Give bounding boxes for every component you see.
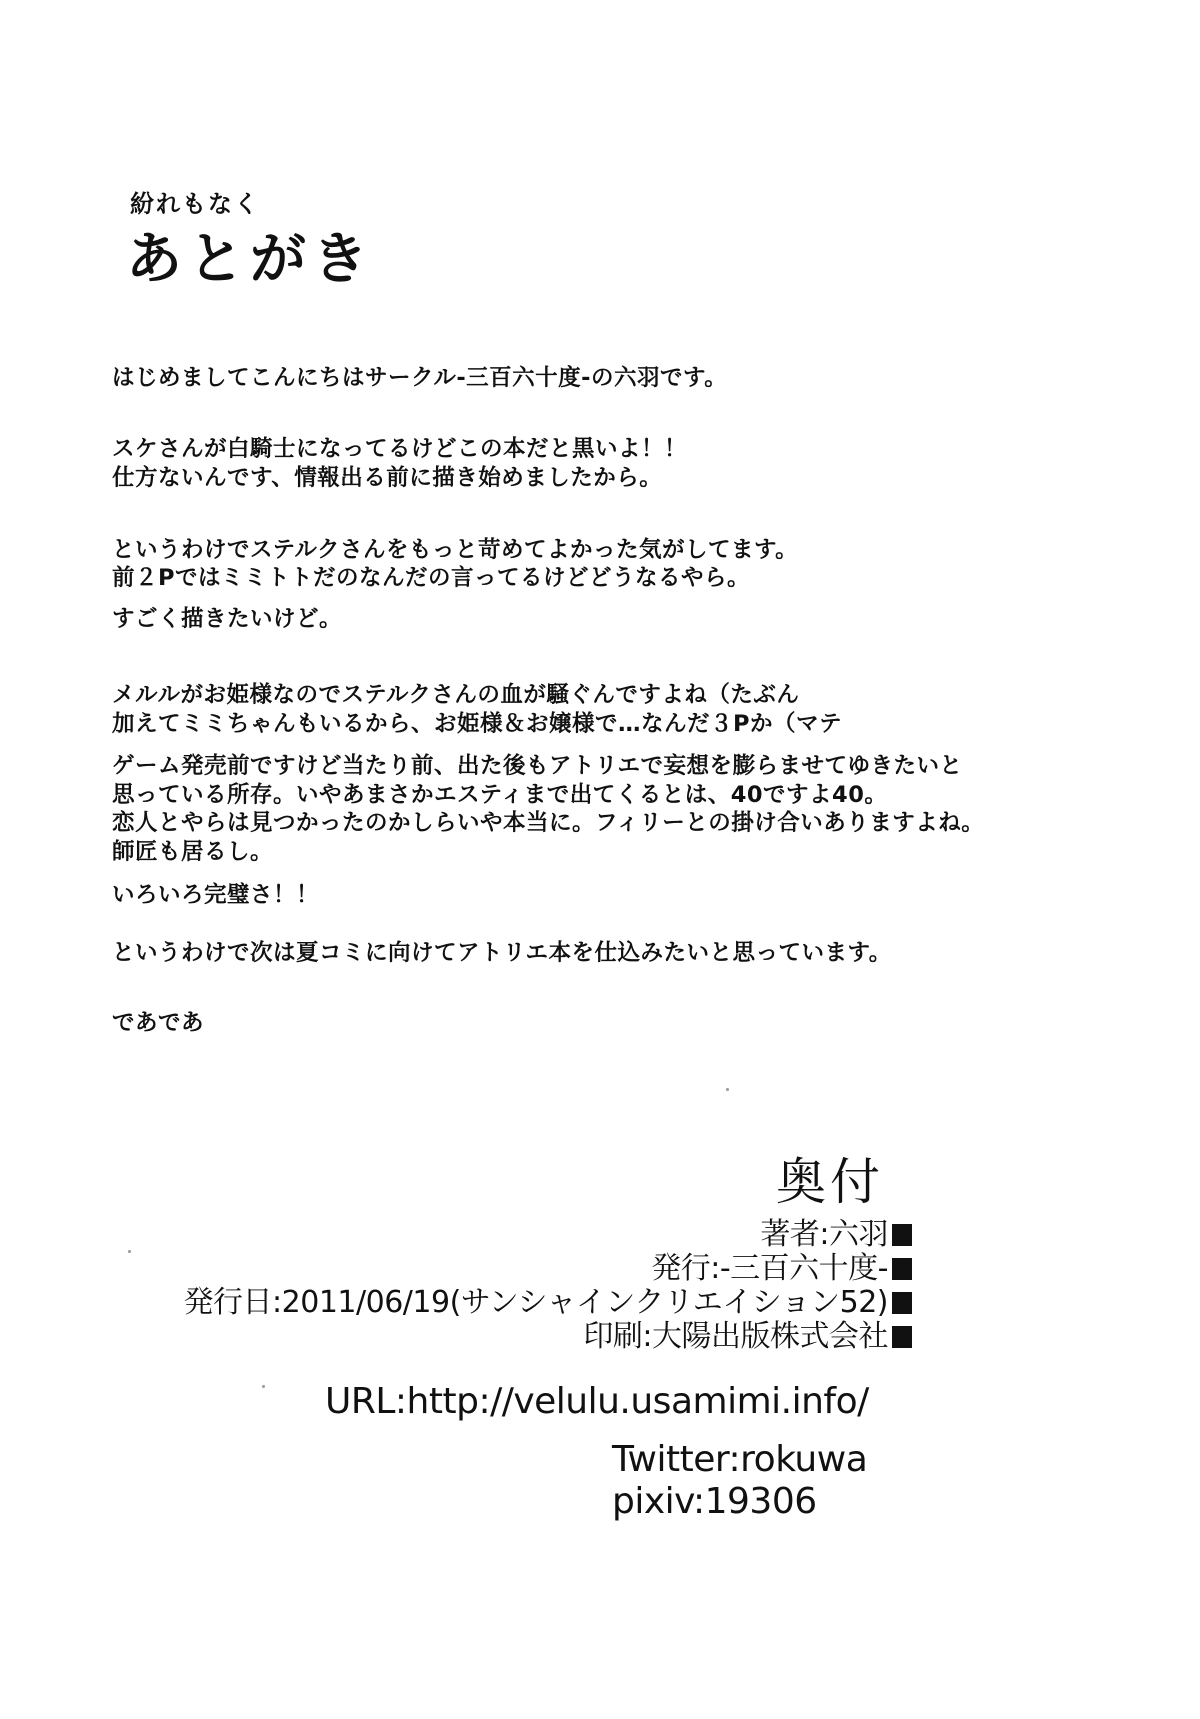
afterword-line: すごく描きたいけど。 <box>112 606 343 632</box>
afterword-line: 恋人とやらは見つかったのかしらいや本当に。フィリーとの掛け合いありますよね。 <box>112 810 985 836</box>
colophon-author-text: 著者:六羽 <box>760 1217 888 1252</box>
afterword-title: あとがき <box>126 226 374 292</box>
twitter-handle[interactable]: Twitter:rokuwa <box>612 1439 868 1480</box>
afterword-line: 思っている所存。いやあまさかエスティまで出てくるとは、40ですよ40。 <box>112 782 888 808</box>
afterword-line: 仕方ないんです、情報出る前に描き始めましたから。 <box>112 465 663 491</box>
colophon-printer-text: 印刷:大陽出版株式会社 <box>583 1319 888 1354</box>
print-speck <box>262 1385 265 1388</box>
print-speck <box>128 1250 131 1253</box>
square-marker-icon <box>892 1224 912 1246</box>
afterword-line: というわけで次は夏コミに向けてアトリエ本を仕込みたいと思っています。 <box>112 940 892 966</box>
afterword-line: 加えてミミちゃんもいるから、お姫様＆お嬢様で…なんだ３Pか（マテ <box>112 711 842 737</box>
colophon-publisher-text: 発行:-三百六十度- <box>651 1251 888 1286</box>
afterword-line: スケさんが白騎士になってるけどこの本だと黒いよ！！ <box>112 436 688 462</box>
afterword-line: というわけでステルクさんをもっと苛めてよかった気がしてます。 <box>112 537 799 563</box>
colophon-title: 奥付 <box>776 1153 884 1211</box>
afterword-line: であであ <box>112 1010 205 1036</box>
afterword-line: ゲーム発売前ですけど当たり前、出た後もアトリエで妄想を膨らませてゆきたいと <box>112 753 963 779</box>
website-url[interactable]: URL:http://velulu.usamimi.info/ <box>325 1381 869 1422</box>
afterword-line: はじめましてこんにちはサークル-三百六十度-の六羽です。 <box>112 365 728 391</box>
pixiv-id[interactable]: pixiv:19306 <box>612 1481 817 1522</box>
colophon-author <box>760 1218 912 1252</box>
colophon-date <box>184 1286 912 1320</box>
afterword-line: メルルがお姫様なのでステルクさんの血が騒ぐんですよね（たぶん <box>112 682 800 708</box>
afterword-line: 前２Pではミミトトだのなんだの言ってるけどどうなるやら。 <box>112 565 750 591</box>
square-marker-icon <box>892 1258 912 1280</box>
afterword-line: いろいろ完璧さ！！ <box>112 882 320 908</box>
afterword-line: 師匠も居るし。 <box>112 839 274 865</box>
square-marker-icon <box>892 1292 912 1314</box>
colophon-date-text: 発行日:2011/06/19(サンシャインクリエイション52) <box>183 1285 888 1320</box>
square-marker-icon <box>892 1326 912 1348</box>
print-speck <box>726 1088 729 1091</box>
afterword-subtitle: 紛れもなく <box>130 190 260 218</box>
colophon-publisher <box>651 1252 912 1286</box>
colophon-printer <box>583 1320 912 1354</box>
